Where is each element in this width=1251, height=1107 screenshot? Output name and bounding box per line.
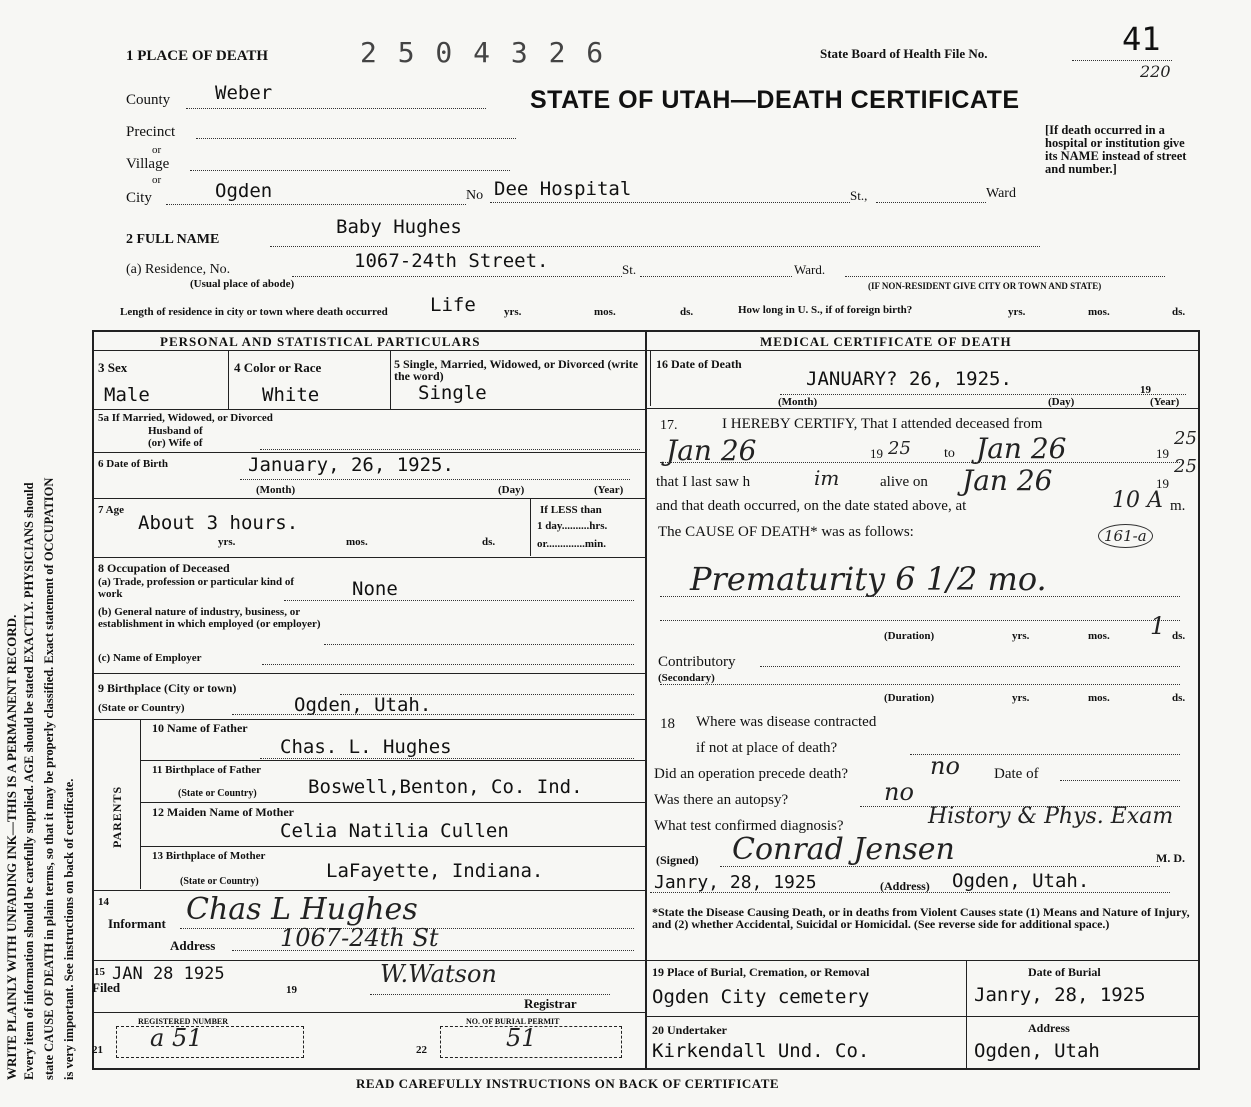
attend-19a: 19: [870, 446, 883, 461]
filed-label: Filed: [92, 980, 121, 995]
color-value: White: [262, 384, 320, 406]
age-mos-label: mos.: [346, 536, 368, 548]
medical-section-title: MEDICAL CERTIFICATE OF DEATH: [760, 334, 1012, 349]
mother-birthplace-value: LaFayette, Indiana.: [326, 860, 544, 882]
dob-year-label: (Year): [594, 484, 624, 496]
registrar-label: Registrar: [524, 996, 577, 1011]
test-label: What test confirmed diagnosis?: [654, 818, 844, 834]
q18-text2: if not at place of death?: [696, 740, 838, 756]
sex-value: Male: [104, 384, 150, 406]
informant-address-label: Address: [170, 938, 216, 953]
occupation-a-label: (a) Trade, profession or particular kind of work: [98, 576, 295, 600]
dob-month-label: (Month): [256, 484, 296, 496]
occupation-label: 8 Occupation of Deceased: [98, 561, 230, 575]
hospital-value: Dee Hospital: [494, 178, 632, 200]
file-no-sub: 220: [1140, 62, 1171, 81]
md-label: M. D.: [1156, 851, 1185, 865]
dob-day-label: (Day): [498, 484, 525, 496]
mos2-label: mos.: [1088, 306, 1110, 318]
filed-19: 19: [286, 984, 297, 996]
informant-label: Informant: [108, 916, 166, 931]
mother-birthplace-sub: (State or Country): [180, 876, 259, 887]
date-of-death-value: JANUARY? 26, 1925.: [806, 368, 1012, 390]
filed-num: 15: [94, 966, 105, 978]
mother-birthplace-label: 13 Birthplace of Mother: [152, 850, 266, 862]
yrs-label: yrs.: [504, 306, 522, 318]
informant-signature: Chas L Hughes: [186, 892, 418, 927]
death-occurred-label: and that death occurred, on the date stated above, at: [656, 498, 967, 514]
q18-num: 18: [660, 716, 675, 732]
contributory-label: Contributory: [658, 654, 736, 670]
m-label: m.: [1170, 498, 1186, 514]
father-label: 10 Name of Father: [152, 721, 248, 735]
reg-num-prefix: 21: [92, 1044, 103, 1056]
last-saw-label: that I last saw h: [656, 474, 751, 490]
duration2-ds: ds.: [1172, 692, 1186, 704]
father-value: Chas. L. Hughes: [280, 736, 452, 758]
death-day-label: (Day): [1048, 396, 1075, 408]
less-than-min: or..............min.: [537, 538, 606, 550]
informant-address-value: 1067-24th St: [280, 924, 439, 952]
father-birthplace-value: Boswell,Benton, Co. Ind.: [308, 776, 583, 798]
cert-num: 17.: [660, 418, 678, 433]
residence-value: 1067-24th Street.: [354, 250, 549, 272]
reg-num-label: REGISTERED NUMBER: [138, 1017, 229, 1026]
father-birthplace-label: 11 Birthplace of Father: [152, 764, 262, 776]
mother-value: Celia Natilia Cullen: [280, 820, 509, 842]
file-no-label: State Board of Health File No.: [820, 46, 988, 61]
burial-place-value: Ogden City cemetery: [652, 986, 870, 1008]
or-2: or: [152, 174, 162, 186]
attend-to-year: 25: [1174, 428, 1197, 449]
alive-year: 25: [1174, 456, 1197, 477]
file-no-value: 41: [1122, 20, 1161, 58]
or-1: or: [152, 144, 162, 156]
footer-instructions: READ CAREFULLY INSTRUCTIONS ON BACK OF CERTIFICATE: [356, 1076, 780, 1091]
age-ds-label: ds.: [482, 536, 496, 548]
village-label: Village: [126, 156, 170, 172]
cause-footnote: *State the Disease Causing Death, or in deaths from Violent Causes state (1) Means and Nature of Injury, and (2) whether Accidental, Suicidal or Homicidal. (See reverse side for additional space.): [652, 905, 1190, 931]
margin-instruction-2: state CAUSE OF DEATH in plain terms, so that it may be properly classified. Exact statement of OCCUPATION: [42, 477, 56, 1080]
marital-value: Single: [418, 382, 487, 404]
undertaker-label: 20 Undertaker: [652, 1023, 727, 1037]
precinct-label: Precinct: [126, 124, 176, 140]
father-birthplace-sub: (State or Country): [178, 788, 257, 799]
less-than-label: If LESS than: [540, 504, 602, 516]
mos-label: mos.: [594, 306, 616, 318]
burial-permit-value: 51: [506, 1024, 537, 1052]
spouse-label-3: (or) Wife of: [148, 437, 203, 449]
signed-label: (Signed): [656, 853, 699, 867]
filed-value: JAN 28 1925: [112, 964, 225, 984]
age-label: 7 Age: [98, 504, 124, 516]
q18-text1: Where was disease contracted: [696, 714, 877, 730]
death-month-label: (Month): [778, 396, 818, 408]
full-name-label: 2 FULL NAME: [126, 232, 220, 247]
registrar-signature: W.Watson: [380, 960, 497, 988]
alive-on-label: alive on: [880, 474, 928, 490]
birthplace-state-label: (State or Country): [98, 702, 185, 714]
ward-label: Ward: [986, 186, 1016, 201]
how-long-label: How long in U. S., if of foreign birth?: [738, 304, 913, 316]
mother-label: 12 Maiden Name of Mother: [152, 805, 294, 819]
death-time: 10 A: [1112, 488, 1163, 513]
less-than-day: 1 day..........hrs.: [537, 520, 608, 532]
physician-address-label: (Address): [880, 879, 930, 893]
duration1-yrs: yrs.: [1012, 630, 1030, 642]
length-residence-label: Length of residence in city or town where death occurred: [120, 306, 388, 318]
burial-date-value: Janry, 28, 1925: [974, 984, 1146, 1006]
attend-19b: 19: [1156, 446, 1169, 461]
birthplace-label: 9 Birthplace (City or town): [98, 681, 237, 695]
hospital-note: [If death occurred in a hospital or institution give its NAME instead of street and number.]: [1045, 123, 1187, 176]
burial-place-label: 19 Place of Burial, Cremation, or Removal: [652, 965, 870, 979]
city-label: City: [126, 190, 152, 206]
duration2-label: (Duration): [884, 692, 935, 704]
county-label: County: [126, 92, 171, 108]
ward2-label: Ward.: [794, 262, 826, 277]
nonresident-note: (IF NON-RESIDENT GIVE CITY OR TOWN AND STATE): [868, 281, 1102, 291]
st-label: St.,: [850, 188, 868, 203]
occupation-c-label: (c) Name of Employer: [98, 652, 202, 664]
sex-label: 3 Sex: [98, 360, 128, 375]
margin-instruction-0: WRITE PLAINLY WITH UNFADING INK—THIS IS A PERMANENT RECORD.: [4, 614, 19, 1080]
last-saw-him: im: [814, 466, 840, 490]
operation-value: no: [930, 752, 960, 780]
attend-from-year: 25: [888, 438, 911, 459]
duration2-yrs: yrs.: [1012, 692, 1030, 704]
personal-section-title: PERSONAL AND STATISTICAL PARTICULARS: [160, 334, 481, 349]
attend-to: Jan 26: [976, 432, 1067, 465]
duration1-value: 1: [1150, 612, 1166, 640]
reg-num-value: a 51: [150, 1024, 203, 1052]
sign-date: Janry, 28, 1925: [654, 872, 817, 893]
alive-19: 19: [1156, 476, 1169, 491]
operation-label: Did an operation precede death?: [654, 766, 849, 782]
residence-label: (a) Residence, No.: [126, 262, 231, 277]
age-yrs-label: yrs.: [218, 536, 236, 548]
duration1-mos: mos.: [1088, 630, 1110, 642]
to-label: to: [944, 446, 955, 461]
age-value: About 3 hours.: [138, 512, 299, 534]
length-residence-value: Life: [430, 294, 476, 316]
attend-from: Jan 26: [666, 434, 757, 467]
duration2-mos: mos.: [1088, 692, 1110, 704]
physician-address-value: Ogden, Utah.: [952, 870, 1090, 892]
certificate-number: 2 5 0 4 3 2 6: [360, 36, 606, 69]
death-year-label: (Year): [1150, 396, 1180, 408]
informant-num: 14: [98, 896, 109, 908]
alive-date: Jan 26: [962, 464, 1053, 497]
undertaker-address-label: Address: [1028, 1021, 1070, 1035]
yrs2-label: yrs.: [1008, 306, 1026, 318]
autopsy-label: Was there an autopsy?: [654, 792, 789, 808]
dob-label: 6 Date of Birth: [98, 458, 168, 470]
undertaker-address-value: Ogden, Utah: [974, 1040, 1100, 1062]
page-title: STATE OF UTAH—DEATH CERTIFICATE: [530, 86, 1020, 114]
dob-value: January, 26, 1925.: [248, 454, 454, 476]
margin-instruction-1: Every item of information should be carefully supplied. AGE should be stated EXACTLY. PHYSICIANS should: [22, 482, 36, 1080]
date-of-label: Date of: [994, 766, 1039, 782]
cause-value: Prematurity 6 1/2 mo.: [690, 560, 1047, 598]
undertaker-value: Kirkendall Und. Co.: [652, 1040, 870, 1062]
no-label: No: [466, 188, 484, 203]
usual-place-note: (Usual place of abode): [190, 278, 295, 290]
spouse-label-1: 5a If Married, Widowed, or Divorced: [98, 412, 273, 424]
residence-st: St.: [622, 262, 637, 277]
secondary-label: (Secondary): [658, 672, 715, 684]
parents-label: PARENTS: [110, 785, 124, 848]
autopsy-value: no: [884, 778, 914, 806]
duration1-label: (Duration): [884, 630, 935, 642]
date-of-death-label: 16 Date of Death: [656, 357, 742, 371]
spouse-label-2: Husband of: [148, 425, 203, 437]
ds-label: ds.: [680, 306, 694, 318]
duration1-ds: ds.: [1172, 630, 1186, 642]
marital-label: 5 Single, Married, Widowed, or Divorced (write the word): [394, 357, 639, 383]
burial-date-label: Date of Burial: [1028, 965, 1101, 979]
certify-text: I HEREBY CERTIFY, That I attended deceased from: [722, 416, 1043, 432]
test-value: History & Phys. Exam: [928, 804, 1174, 829]
cause-label: The CAUSE OF DEATH* was as follows:: [658, 524, 914, 540]
burial-permit-prefix: 22: [416, 1044, 427, 1056]
occupation-value: None: [352, 578, 398, 600]
ds2-label: ds.: [1172, 306, 1186, 318]
full-name-value: Baby Hughes: [336, 216, 462, 238]
date-of-death-19: 19: [1140, 384, 1151, 396]
physician-signature: Conrad Jensen: [732, 832, 955, 867]
burial-permit-label: NO. OF BURIAL PERMIT: [466, 1017, 560, 1026]
place-of-death-label: 1 PLACE OF DEATH: [126, 48, 269, 64]
occupation-b-label: (b) General nature of industry, business, or establishment in which employed (or employer): [98, 606, 321, 630]
city-value: Ogden: [215, 180, 273, 202]
cause-code: 161-a: [1098, 524, 1153, 548]
birthplace-value: Ogden, Utah.: [294, 694, 432, 716]
margin-instruction-3: is very important. See instructions on back of certificate.: [62, 778, 76, 1080]
color-label: 4 Color or Race: [234, 360, 322, 375]
county-value: Weber: [215, 82, 273, 104]
